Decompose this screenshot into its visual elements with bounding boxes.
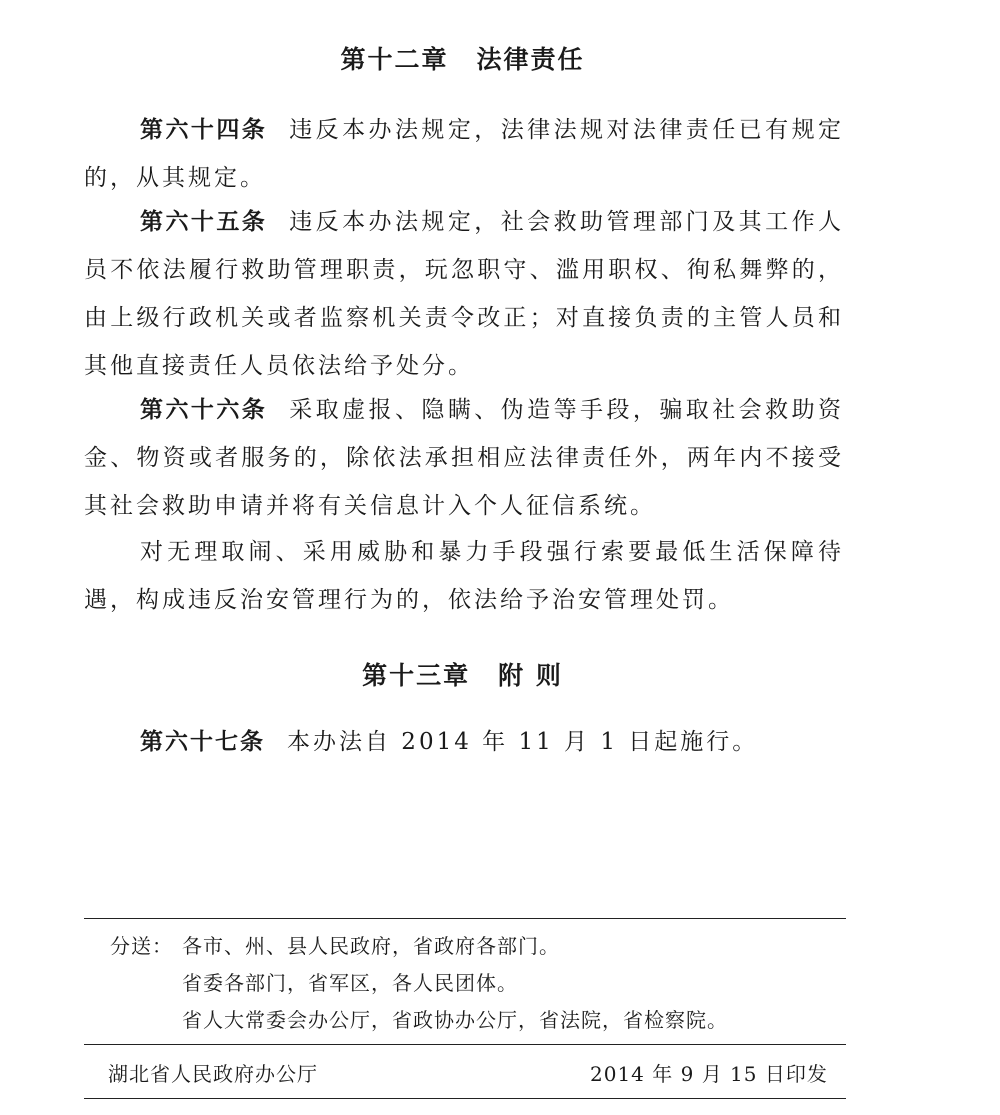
distribution-top-rule [84, 918, 846, 919]
distribution-recipients-2: 省委各部门，省军区，各人民团体。 [182, 971, 518, 995]
chapter-12-label: 第十二章 [340, 45, 449, 74]
distribution-line-1 [110, 928, 728, 965]
distribution-block [110, 928, 728, 1039]
article-65-number: 第六十五条 [140, 209, 268, 235]
article-64-text: 违反本办法规定，法律法规对法律责任已有规定的，从其规定。 [84, 117, 845, 191]
article-66-extra-text: 对无理取闹、采用威胁和暴力手段强行索要最低生活保障待遇，构成违反治安管理行为的，依法给予治安管理处罚。 [84, 539, 844, 613]
distribution-line-3 [110, 1002, 728, 1039]
footer-top-rule [84, 1044, 846, 1045]
issuing-office: 湖北省人民政府办公厅 [108, 1062, 318, 1086]
chapter-13-label: 第十三章 [362, 661, 471, 690]
chapter-12-title: 法律责任 [476, 45, 585, 74]
article-66 [84, 386, 844, 530]
article-66-extra-paragraph [84, 528, 844, 624]
article-67-number: 第六十七条 [140, 729, 265, 755]
article-65-text: 违反本办法规定，社会救助管理部门及其工作人员不依法履行救助管理职责，玩忽职守、滥用职权、徇私舞弊的，由上级行政机关或者监察机关责令改正；对直接负责的主管人员和其他直接责任人员依法给予处分。 [84, 209, 845, 379]
article-67 [84, 718, 844, 766]
footer-bottom-rule [84, 1098, 846, 1099]
article-67-text: 本办法自 2014 年 11 月 1 日起施行。 [287, 729, 759, 755]
distribution-recipients-3: 省人大常委会办公厅，省政协办公厅，省法院，省检察院。 [182, 1008, 728, 1032]
chapter-13-heading [0, 656, 925, 692]
issue-date: 2014 年 9 月 15 日印发 [590, 1062, 828, 1086]
article-64-number: 第六十四条 [140, 117, 268, 143]
chapter-12-heading [0, 40, 925, 76]
distribution-recipients-1: 各市、州、县人民政府，省政府各部门。 [182, 934, 560, 958]
distribution-label: 分送： [110, 934, 173, 958]
distribution-line-2 [110, 965, 728, 1002]
article-66-number: 第六十六条 [140, 397, 268, 423]
article-66-text: 采取虚报、隐瞒、伪造等手段，骗取社会救助资金、物资或者服务的，除依法承担相应法律责任外，两年内不接受其社会救助申请并将有关信息计入个人征信系统。 [84, 397, 845, 519]
chapter-13-title: 附 则 [498, 661, 563, 690]
article-64 [84, 106, 844, 202]
article-65 [84, 198, 844, 390]
